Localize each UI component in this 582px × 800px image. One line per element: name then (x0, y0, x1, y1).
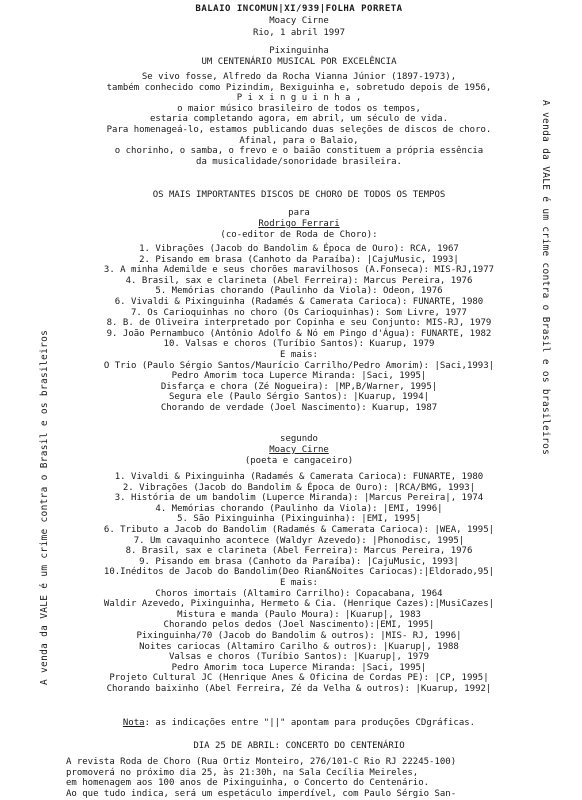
list-item: 9. João Pernambuco (Antônio Adolfo & Nó em Pingo d'Água): FUNARTE, 1982 (106, 328, 492, 339)
list-item: 5. Memórias chorando (Paulinho da Viola): Odeon, 1976 (155, 286, 443, 297)
masthead: BALAIO INCOMUN|XI/939|FOLHA PORRETA (195, 4, 403, 14)
intro-line: Para homenageá-lo, estamos publicando duas seleções de discos de choro. (106, 124, 492, 135)
list-item: Noites cariocas (Altamiro Carilho & outros): |Kuarup|, 1988 (139, 641, 459, 652)
section1-para: para (288, 208, 310, 218)
intro-paragraph (64, 72, 534, 167)
section1-name: Rodrigo Ferrari (258, 219, 340, 229)
list-item: 8. B. de Oliveira interpretado por Copinha e seu Conjunto: MIS-RJ, 1979 (106, 318, 492, 329)
list-item: Pedro Amorim toca Luperce Miranda: |Saci, 1995| (171, 371, 427, 382)
list-item: Chorando pelos dedos (Joel Nascimento):|EMI, 1995| (163, 620, 435, 631)
intro-line: também conhecido como Pizindim, Bexiguinha e, sobretudo depois de 1956, (106, 82, 492, 93)
list-item: Chorando de verdade (Joel Nascimento): Kuarup, 1987 (160, 402, 438, 413)
list-item: Disfarça e chora (Zé Nogueira): |MP,B/Warner, 1995| (160, 381, 438, 392)
note-label: Nota (122, 718, 145, 728)
place-date: Rio, 1 abril 1997 (252, 28, 346, 38)
section2-list (64, 472, 534, 694)
section2-role: (poeta e cangaceiro) (244, 456, 354, 466)
list-item: 2. Vibrações (Jacob do Bandolim & Época de Ouro): |RCA/BMG, 1993| (122, 482, 476, 493)
intro-line: o maior músico brasileiro de todos os tempos, (177, 103, 421, 114)
list-item: 5. São Pixinguinha (Pixinguinha): |EMI, 1995| (177, 514, 421, 525)
section3-line: em homenagem aos 100 anos de Pixinguinha, o Concerto do Centenário. (66, 778, 430, 789)
list-item: 6. Tributo a Jacob do Bandolim (Radamés & Camerata Carioca): |WEA, 1995| (103, 524, 495, 535)
list-item: 10. Valsas e choros (Turíbio Santos): Kuarup, 1979 (163, 339, 435, 350)
intro-line: da musicalidade/sonoridade brasileira. (196, 156, 402, 167)
section3-line: Ao que tudo indica, será um espetáculo imperdível, com Paulo Sérgio San- (66, 788, 457, 799)
list-item: 6. Vivaldi & Pixinguinha (Radamés & Camerata Carioca): FUNARTE, 1980 (114, 296, 484, 307)
section2-name: Moacy Cirne (269, 445, 329, 455)
list-item: Mistura e manda (Paulo Moura): |Kuarup|, 1983 (177, 609, 421, 620)
list-item: Valsas e choros (Turíbio Santos): |Kuarup|, 1979 (168, 652, 430, 663)
sidebar-right-text: A venda da VALE é um crime contra o Brasil e os brasileiros (540, 100, 551, 456)
list-item: O Trio (Paulo Sérgio Santos/Maurício Carrilho/Pedro Amorim): |Saci,1993| (103, 360, 495, 371)
list-item: 2. Pisando em brasa (Canhoto da Paraíba): |CajuMusic, 1993| (139, 254, 459, 265)
list-item: Pedro Amorim toca Luperce Miranda: |Saci, 1995| (171, 662, 427, 673)
more-label: E mais: (280, 349, 318, 360)
list-item: Projeto Cultural JC (Henrique Anes & Oficina de Cordas PE): |CP, 1995| (109, 673, 489, 684)
section2-segundo: segundo (280, 434, 318, 444)
intro-line: estaria completando agora, em abril, um século de vida. (149, 114, 448, 125)
list-item: 10.Inéditos de Jacob do Bandolim(Deo Rian&Noites Cariocas):|Eldorado,95| (103, 567, 495, 578)
intro-line: Se vivo fosse, Alfredo da Rocha Vianna Júnior (1897-1973), (141, 72, 457, 82)
section3-line: promoverá no próximo dia 25, às 21:30h, na Sala Cecília Meireles, (66, 767, 419, 778)
sidebar-left-text: A venda da VALE é um crime contra o Brasil e os brasileiros (39, 329, 50, 685)
author-name: Moacy Cirne (269, 16, 329, 26)
intro-line: o chorinho, o samba, o frevo e o baião constituem a própria essência (114, 146, 484, 157)
intro-line: Afinal, para o Balaio, (239, 135, 359, 146)
list-item: Chorando baixinho (Abel Ferreira, Zé da Velha & outros): |Kuarup, 1992| (106, 683, 492, 694)
section1-role: (co-editor de Roda de Choro): (220, 230, 378, 240)
list-item: Waldir Azevedo, Pixinguinha, Hermeto & Cia. (Henrique Cazes):|MusiCazes| (103, 599, 495, 610)
section2-name-wrap (64, 445, 534, 456)
intro-subtitle: UM CENTENÁRIO MUSICAL POR EXCELÊNCIA (201, 57, 397, 67)
intro-line: P i x i n g u i n h a , (236, 93, 362, 104)
list-item: 8. Brasil, sax e clarineta (Abel Ferreira): Marcus Pereira, 1976 (125, 546, 473, 557)
list-item: 7. Um cavaquinho acontece (Waldyr Azevedo): |Phonodisc, 1995| (133, 535, 465, 546)
list-item: 4. Brasil, sax e clarineta (Abel Ferreira): Marcus Pereira, 1976 (125, 275, 473, 286)
list-item: 9. Pisando em brasa (Canhoto da Paraíba): |CajuMusic, 1993| (139, 556, 459, 567)
list-item: Segura ele (Paulo Sérgio Santos): |Kuarup, 1994| (168, 392, 430, 403)
list-item: 7. Os Carioquinhas no choro (Os Carioquinhas): Som Livre, 1977 (131, 307, 467, 318)
list-item: 1. Vivaldi & Pixinguinha (Radamés & Camerata Carioca): FUNARTE, 1980 (114, 472, 484, 482)
section1-list (64, 244, 534, 414)
intro-title: Pixinguinha (269, 46, 329, 56)
list-item: 3. A minha Ademilde e seus chorões maravilhosos (A.Fonseca): MIS-RJ,1977 (103, 265, 495, 276)
section1-name-wrap (64, 219, 534, 230)
list-item: Choros imortais (Altamiro Carrilho): Copacabana, 1964 (155, 588, 443, 599)
list-item: 1. Vibrações (Jacob do Bandolim & Época de Ouro): RCA, 1967 (139, 244, 459, 254)
list-item: Pixinguinha/70 (Jacob do Bandolim & outros): |MIS- RJ, 1996| (136, 630, 462, 641)
section3-heading: DIA 25 DE ABRIL: CONCERTO DO CENTENÁRIO (193, 741, 405, 751)
list-item: 3. História de um bandolim (Luperce Miranda): |Marcus Pereira|, 1974 (114, 493, 484, 504)
note-text: : as indicações entre "||" apontam para produções CDgráficas. (144, 718, 476, 728)
more-label: E mais: (280, 577, 318, 588)
list-item: 4. Memórias chorando (Paulinho da Viola): |EMI, 1996| (155, 503, 443, 514)
note (64, 718, 534, 729)
section3-paragraph (66, 757, 536, 799)
section1-heading: OS MAIS IMPORTANTES DISCOS DE CHORO DE TODOS OS TEMPOS (152, 190, 446, 200)
section3-line: A revista Roda de Choro (Rua Ortiz Monteiro, 276/101-C Rio RJ 22245-100) (66, 757, 457, 767)
